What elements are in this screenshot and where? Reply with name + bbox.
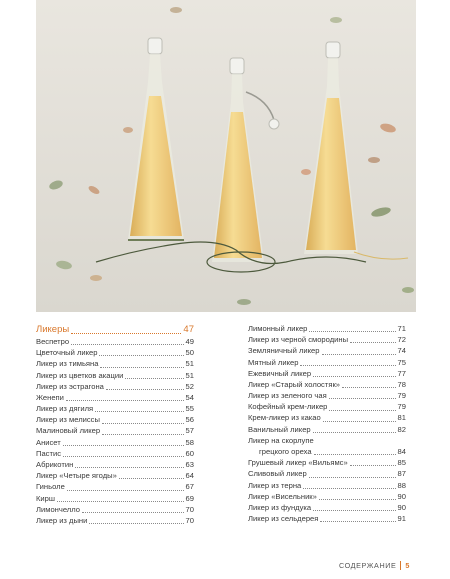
page-footer: [339, 561, 410, 570]
toc-entry[interactable]: Кофейный крем-ликер 79: [248, 402, 406, 412]
toc-entry[interactable]: Женепи 54: [36, 392, 194, 402]
toc-entry[interactable]: Сливовый ликер 87: [248, 469, 406, 479]
toc-entry[interactable]: Ликер из дыни 70: [36, 515, 194, 525]
toc-entry[interactable]: Ежевичный ликер 77: [248, 368, 406, 378]
page-number: 5: [405, 561, 410, 570]
toc-entry[interactable]: Ликер «Висельник» 90: [248, 491, 406, 501]
toc-entry[interactable]: Ванильный ликер 82: [248, 424, 406, 434]
toc-column-left: [36, 323, 194, 526]
toc-entry[interactable]: Ликер из эстрагона 52: [36, 381, 194, 391]
toc-entry[interactable]: Крем-ликер из какао 81: [248, 413, 406, 423]
toc-entry[interactable]: Ликер из терна 88: [248, 480, 406, 490]
toc-entry[interactable]: Ликер из сельдерея 91: [248, 514, 406, 524]
toc-entry[interactable]: Цветочный ликер 50: [36, 348, 194, 358]
toc-entry[interactable]: Ликер из дягиля 55: [36, 404, 194, 414]
toc-entry[interactable]: Ликер из зеленого чая 79: [248, 391, 406, 401]
toc-entry[interactable]: Ликер из фундука 90: [248, 503, 406, 512]
toc-entry[interactable]: Земляничный ликер 74: [248, 346, 406, 356]
toc-entry[interactable]: Абрикотин 63: [36, 460, 194, 470]
footer-divider: [400, 561, 401, 570]
toc-entry[interactable]: Веспетро 49: [36, 336, 194, 346]
liqueur-bottles-photo: [36, 0, 416, 312]
toc-entry[interactable]: Ликер из тимьяна 51: [36, 359, 194, 369]
toc-entry[interactable]: Мятный ликер 75: [248, 357, 406, 367]
table-of-contents: [36, 323, 416, 526]
toc-entry[interactable]: Анисет 58: [36, 437, 194, 447]
toc-entry[interactable]: Пастис 60: [36, 448, 194, 458]
toc-column-right: [248, 323, 406, 526]
toc-section-heading[interactable]: Ликеры 47: [36, 324, 194, 335]
toc-entry[interactable]: Гиньоле 67: [36, 482, 194, 492]
toc-entry[interactable]: Лимончелло 70: [36, 504, 194, 514]
toc-entry[interactable]: Лимонный ликер 71: [248, 323, 406, 333]
section-name: СОДЕРЖАНИЕ: [338, 561, 397, 570]
toc-entry[interactable]: Ликер «Четыре ягоды» 64: [36, 471, 194, 481]
toc-entry[interactable]: Грушевый ликер «Вильямс» 85: [248, 458, 406, 468]
toc-entry[interactable]: Ликер из черной смородины 72: [248, 335, 406, 345]
toc-entry[interactable]: Ликер из мелиссы 56: [36, 415, 194, 425]
toc-entry[interactable]: Кирш 69: [36, 493, 194, 503]
toc-entry[interactable]: Ликер из цветков акации 51: [36, 370, 194, 380]
toc-entry[interactable]: Ликер «Старый холостяк» 78: [248, 379, 406, 389]
toc-entry[interactable]: Малиновый ликер 57: [36, 426, 194, 436]
toc-entry-wrapped[interactable]: Ликер на скорлупе грецкого ореха 84: [248, 435, 406, 457]
